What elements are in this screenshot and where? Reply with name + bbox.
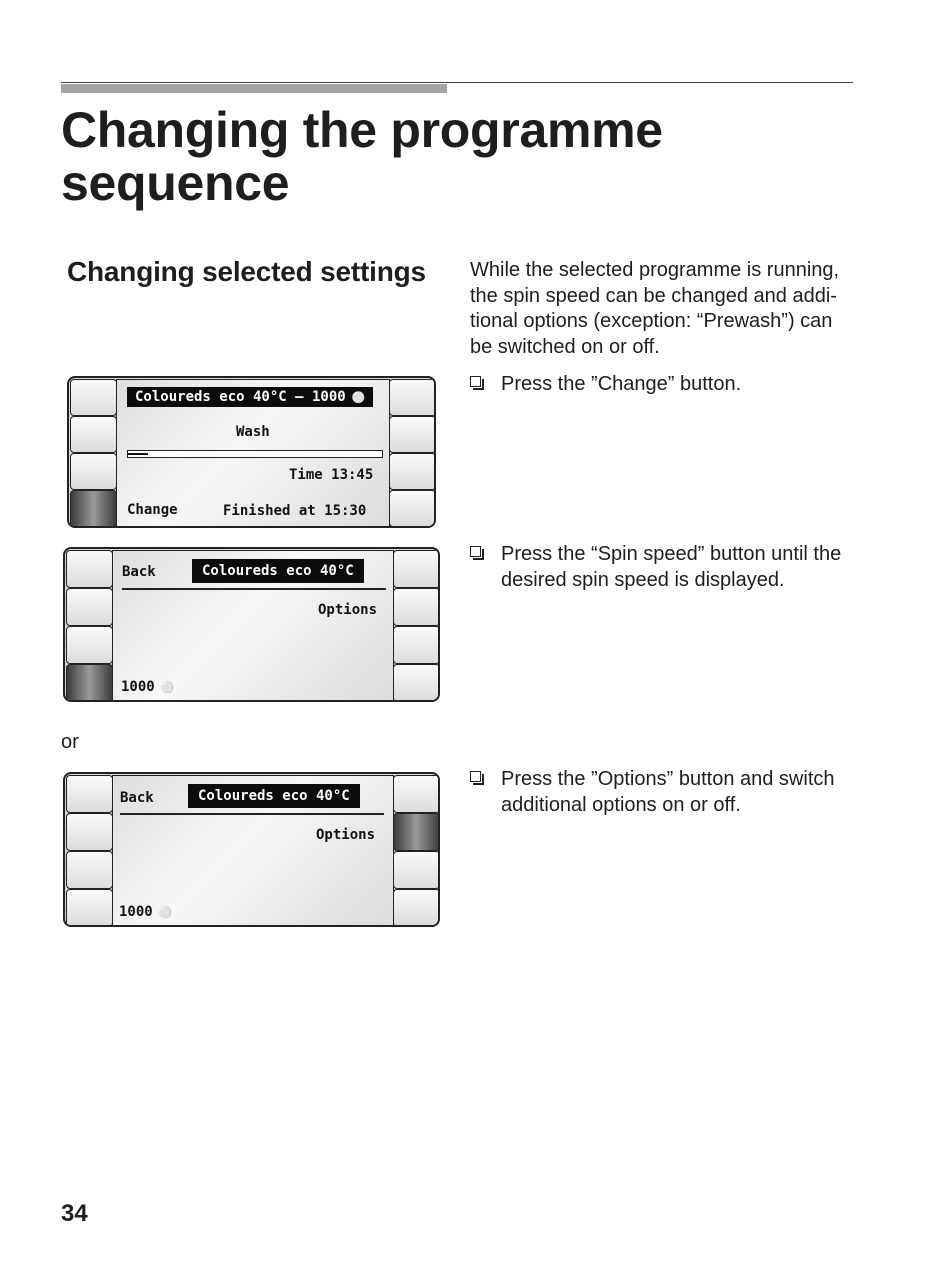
spin-speed-value	[119, 904, 172, 920]
display-button-right-3[interactable]	[389, 453, 436, 490]
step-options	[470, 767, 835, 818]
page-title	[61, 104, 821, 210]
time-remaining: Time 13:45	[289, 467, 374, 483]
spin-symbol-icon: ⚪	[351, 391, 366, 404]
programme-header	[127, 387, 373, 407]
display-button-left-1[interactable]	[70, 379, 117, 416]
lcd-screen	[112, 550, 394, 701]
display-button-right-4[interactable]	[393, 889, 440, 927]
display-button-right-4[interactable]	[389, 490, 436, 527]
or-label: or	[61, 731, 79, 753]
section-heading: Changing selected settings	[67, 256, 426, 287]
step-change	[470, 372, 741, 398]
display-button-right-1[interactable]	[389, 379, 436, 416]
step-spin-speed	[470, 542, 841, 593]
display-change-spin	[63, 547, 440, 702]
back-label: Back	[122, 564, 156, 580]
checkbox-icon	[470, 546, 481, 557]
options-label: Options	[316, 827, 376, 843]
header-rule-accent	[61, 84, 447, 93]
display-button-spin-speed[interactable]	[66, 889, 113, 927]
page-title-line: sequence	[61, 155, 290, 211]
intro-line: be switched on or off.	[470, 335, 660, 358]
display-button-left-2[interactable]	[66, 813, 113, 851]
step-line: additional options on or off.	[501, 793, 741, 816]
phase-label: Wash	[236, 424, 270, 440]
lcd-screen	[116, 379, 390, 527]
display-button-left-1[interactable]	[66, 775, 113, 813]
page-title-line: Changing the programme	[61, 102, 663, 158]
page-number: 34	[61, 1200, 88, 1227]
programme-header-text: Coloureds eco 40°C – 1000	[135, 389, 346, 405]
header-rule	[61, 82, 853, 83]
intro-line: the spin speed can be changed and addi-	[470, 284, 837, 307]
display-button-left-1[interactable]	[66, 550, 113, 588]
step-line: Press the “Spin speed” button until the	[501, 543, 842, 565]
spin-speed-text: 1000	[119, 904, 153, 920]
change-label: Change	[127, 502, 178, 518]
options-label: Options	[318, 602, 378, 618]
spin-speed-text: 1000	[121, 679, 155, 695]
display-button-right-3[interactable]	[393, 626, 440, 664]
display-button-right-1[interactable]	[393, 775, 440, 813]
display-change-options	[63, 772, 440, 927]
display-button-options[interactable]	[393, 813, 440, 851]
display-button-spin-speed[interactable]	[66, 664, 113, 702]
intro-line: tional options (exception: “Prewash”) can	[470, 310, 833, 332]
display-button-options[interactable]	[393, 588, 440, 626]
display-button-left-2[interactable]	[70, 416, 117, 453]
step-line: Press the ”Change” button.	[501, 373, 742, 395]
intro-line: While the selected programme is running,	[470, 259, 840, 281]
lcd-screen	[112, 775, 394, 926]
display-button-right-1[interactable]	[393, 550, 440, 588]
intro-paragraph	[470, 258, 860, 360]
header-underline	[120, 813, 384, 815]
progress-fill	[128, 453, 148, 455]
programme-label: Coloureds eco 40°C	[192, 559, 364, 583]
header-underline	[122, 588, 386, 590]
display-button-change[interactable]	[70, 490, 117, 527]
display-button-right-3[interactable]	[393, 851, 440, 889]
display-button-right-2[interactable]	[389, 416, 436, 453]
display-button-left-3[interactable]	[66, 851, 113, 889]
checkbox-icon	[470, 376, 481, 387]
checkbox-icon	[470, 771, 481, 782]
spin-speed-value	[121, 679, 174, 695]
spin-symbol-icon: ⚪	[160, 681, 175, 694]
finished-time: Finished at 15:30	[223, 503, 367, 519]
step-line: desired spin speed is displayed.	[501, 568, 785, 591]
display-button-left-3[interactable]	[66, 626, 113, 664]
display-button-right-4[interactable]	[393, 664, 440, 702]
step-line: Press the ”Options” button and switch	[501, 768, 835, 790]
display-running	[67, 376, 436, 528]
progress-bar	[127, 450, 383, 458]
programme-label: Coloureds eco 40°C	[188, 784, 360, 808]
back-label: Back	[120, 790, 154, 806]
display-button-left-3[interactable]	[70, 453, 117, 490]
spin-symbol-icon: ⚪	[158, 906, 173, 919]
display-button-left-2[interactable]	[66, 588, 113, 626]
